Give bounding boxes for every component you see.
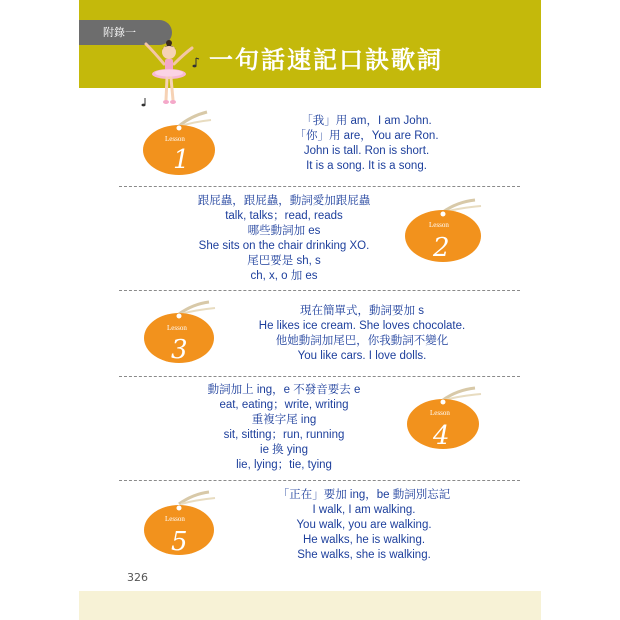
section-divider (119, 186, 520, 187)
lesson-3-number: 3 (171, 335, 188, 365)
lyric-line: ch, x, o 加 es (250, 270, 318, 282)
ballerina-illustration (136, 38, 206, 118)
lesson-1-word: Lesson (165, 135, 185, 143)
lyric-line: 「我」用 am，I am John. (301, 115, 432, 127)
lyric-line: 哪些動詞加 es (247, 225, 321, 237)
lesson-1-badge (141, 108, 221, 178)
lyric-line: You walk, you are walking. (296, 519, 432, 531)
lyric-line: John is tall. Ron is short. (303, 145, 430, 157)
lyric-line: 現在簡單式，動詞要加 s (300, 305, 424, 317)
lyric-line: ie 換 ying (260, 444, 308, 456)
lyric-line: 「正在」要加 ing，be 動詞別忘記 (277, 489, 451, 501)
lesson-2-badge (401, 196, 491, 266)
section-divider (119, 290, 520, 291)
appendix-tab: 附錄一 (79, 20, 172, 45)
page-number: 326 (127, 571, 148, 584)
lesson-5-word: Lesson (165, 515, 185, 523)
lyric-line: lie, lying；tie, tying (236, 459, 332, 471)
lesson-2-lyrics (149, 194, 419, 284)
lyric-line: He likes ice cream. She loves chocolate. (258, 320, 466, 332)
page-title: 一句話速記口訣歌詞 (209, 46, 443, 74)
lyric-line: She sits on the chair drinking XO. (198, 240, 370, 252)
lyric-line: He walks, he is walking. (302, 534, 426, 546)
lesson-5-badge (141, 488, 221, 558)
section-divider (119, 376, 520, 377)
lesson-5-lyrics (229, 488, 499, 563)
lyric-line: sit, sitting；run, running (223, 429, 345, 441)
lyric-line: 尾巴要是 sh, s (247, 255, 321, 267)
lyric-line: eat, eating；write, writing (219, 399, 349, 411)
lesson-1-number: 1 (173, 145, 190, 175)
lesson-3-lyrics (227, 304, 497, 364)
lesson-3-badge (143, 298, 223, 368)
lesson-2-word: Lesson (429, 221, 449, 229)
lesson-3-word: Lesson (167, 324, 187, 332)
footer-strip (79, 591, 541, 620)
lesson-4-number: 4 (433, 421, 450, 451)
lyric-line: 重複字尾 ing (251, 414, 317, 426)
lyric-line: You like cars. I love dolls. (297, 350, 427, 362)
book-page (79, 0, 541, 620)
lesson-4-badge (403, 384, 493, 454)
lesson-2-number: 2 (433, 233, 450, 263)
lyric-line: She walks, she is walking. (297, 549, 431, 561)
lyric-line: 動詞加上 ing，e 不發音要去 e (207, 384, 361, 396)
lyric-line: 「你」用 are，You are Ron. (294, 130, 439, 142)
lyric-line: It is a song. It is a song. (306, 160, 427, 172)
lesson-4-word: Lesson (430, 409, 450, 417)
lyric-line: 他她動詞加尾巴，你我動詞不變化 (275, 335, 449, 347)
lesson-1-lyrics (229, 114, 504, 174)
lyric-line: talk, talks；read, reads (225, 210, 343, 222)
lyric-line: 跟屁蟲，跟屁蟲，動詞愛加跟屁蟲 (197, 195, 371, 207)
lyric-line: I walk, I am walking. (312, 504, 416, 516)
lesson-4-lyrics (149, 383, 419, 473)
section-divider (119, 480, 520, 481)
lesson-5-number: 5 (171, 527, 188, 557)
